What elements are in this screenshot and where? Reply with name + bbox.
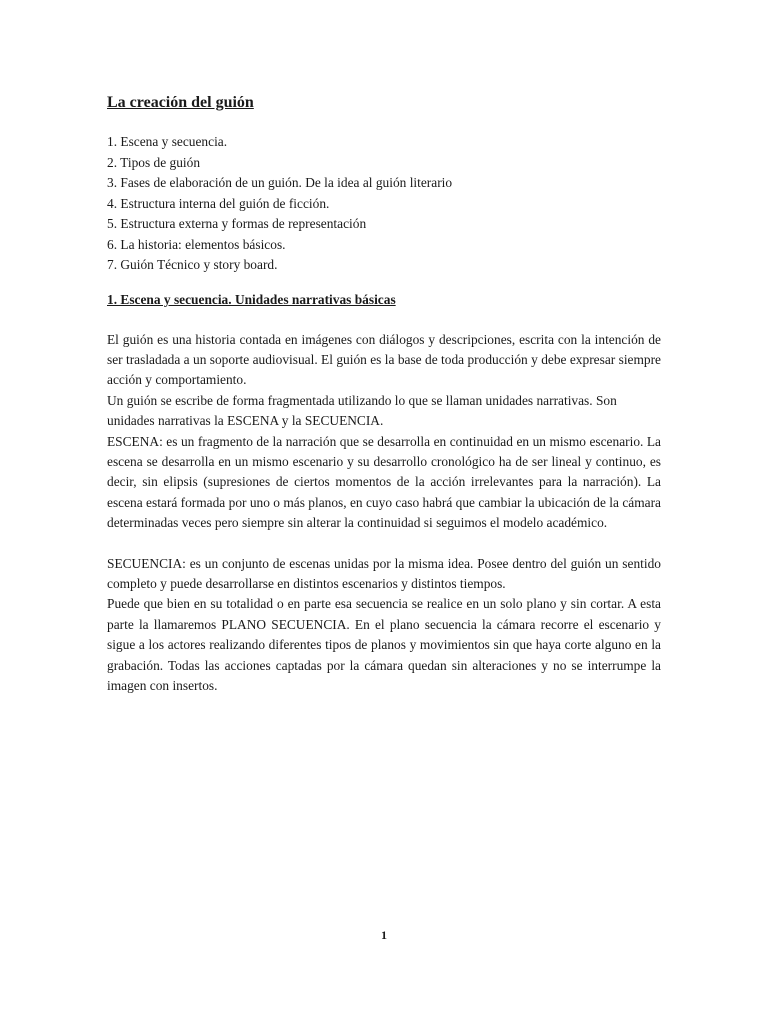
- body-paragraph: SECUENCIA: es un conjunto de escenas unidas por la misma idea. Posee dentro del guión un sentido completo y puede desarrollarse en distintos escenarios y distintos tiempos.: [107, 555, 661, 591]
- body-paragraph: Un guión se escribe de forma fragmentada utilizando lo que se llaman unidades narrativas. Son unidades narrativas la ESCENA y la SECUENCIA.: [107, 392, 617, 429]
- body-paragraph: Puede que bien en su totalidad o en parte esa secuencia se realice en un solo plano y sin cortar. A esta parte la llamaremos PLANO SECUENCIA. En el plano secuencia la cámara recorre el escenario y sigue a los actores realizando diferentes tipos de planos y movimientos sin que haya corte alguno en la grabación. Todas las acciones captadas por la cámara quedan sin alteraciones y no se interrumpe la imagen con insertos.: [107, 596, 661, 693]
- body-paragraph: ESCENA: es un fragmento de la narración que se desarrolla en continuidad en un mismo escenario. La escena se desarrolla en un mismo escenario y su desarrollo cronológico ha de ser lineal y continuo, es decir, sin elipsis (supresiones de ciertos momentos de la acción irrelevantes para la narración). La escena estará formada por uno o más planos, en cuyo caso habrá que cambiar la ubicación de la cámara determinadas veces pero siempre sin alterar la continuidad si seguimos el modelo académico.: [107, 433, 661, 531]
- document-title: La creación del guión: [107, 94, 254, 111]
- toc-item: 2. Tipos de guión: [107, 154, 201, 170]
- toc-item: 7. Guión Técnico y story board.: [107, 257, 278, 272]
- toc-item: 3. Fases de elaboración de un guión. De la idea al guión literario: [107, 175, 453, 190]
- toc-item: 1. Escena y secuencia.: [107, 134, 228, 149]
- toc-item: 6. La historia: elementos básicos.: [107, 236, 286, 252]
- toc-item: 5. Estructura externa y formas de representación: [107, 216, 367, 231]
- page-number: 1: [381, 928, 387, 942]
- document-body: [107, 92, 661, 696]
- body-paragraph: El guión es una historia contada en imágenes con diálogos y descripciones, escrita con la intención de ser trasladada a un soporte audiovisual. El guión es la base de toda producción y debe expresar siempre acción y comportamiento.: [107, 331, 661, 388]
- section-heading: 1. Escena y secuencia. Unidades narrativas básicas: [107, 291, 396, 307]
- paragraph-spacer: [107, 534, 661, 554]
- toc-item: 4. Estructura interna del guión de ficción.: [107, 195, 330, 211]
- table-of-contents: [107, 132, 661, 276]
